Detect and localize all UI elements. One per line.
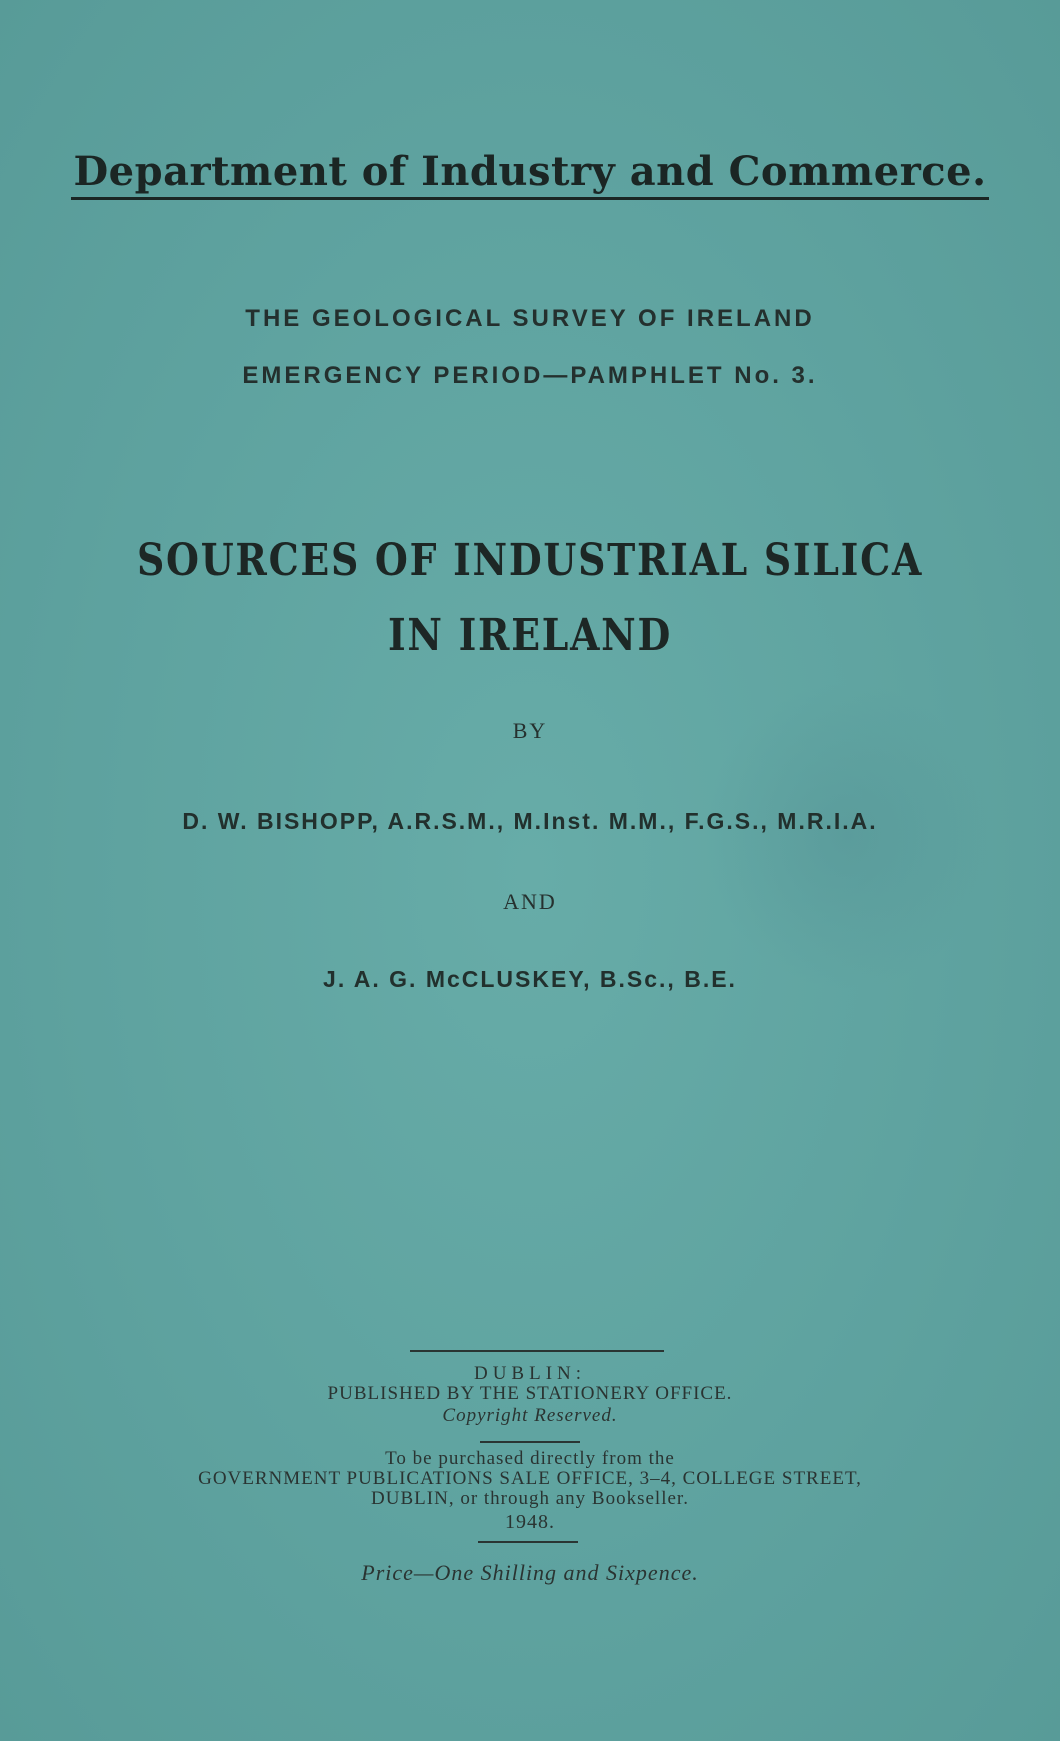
purchase-line-1: To be purchased directly from the bbox=[385, 1448, 675, 1469]
title-line-1: SOURCES OF INDUSTRIAL SILICA bbox=[136, 535, 924, 586]
pamphlet-number: EMERGENCY PERIOD—PAMPHLET No. 3. bbox=[242, 362, 818, 389]
purchase-line-3: DUBLIN, or through any Bookseller. bbox=[371, 1488, 689, 1509]
title-line-2: IN IRELAND bbox=[387, 610, 673, 661]
imprint-city: DUBLIN: bbox=[473, 1363, 587, 1384]
imprint-publisher: PUBLISHED BY THE STATIONERY OFFICE. bbox=[327, 1383, 733, 1404]
price: Price—One Shilling and Sixpence. bbox=[361, 1560, 699, 1585]
divider-middle bbox=[480, 1441, 580, 1443]
divider-bottom bbox=[478, 1541, 578, 1543]
purchase-line-2: GOVERNMENT PUBLICATIONS SALE OFFICE, 3–4, COLLEGE STREET, bbox=[198, 1468, 862, 1489]
and-label: AND bbox=[503, 889, 557, 914]
department-heading-text: Department of Industry and Commerce. bbox=[71, 148, 988, 200]
publication-year: 1948. bbox=[505, 1511, 555, 1533]
author-mccluskey: J. A. G. McCLUSKEY, B.Sc., B.E. bbox=[323, 966, 737, 992]
by-label: BY bbox=[512, 718, 548, 743]
divider-top bbox=[410, 1350, 664, 1352]
department-heading bbox=[0, 148, 1060, 195]
imprint-copyright: Copyright Reserved. bbox=[442, 1405, 618, 1426]
author-bishopp: D. W. BISHOPP, A.R.S.M., M.Inst. M.M., F.G.S., M.R.I.A. bbox=[182, 808, 878, 834]
survey-name: THE GEOLOGICAL SURVEY OF IRELAND bbox=[245, 305, 815, 332]
